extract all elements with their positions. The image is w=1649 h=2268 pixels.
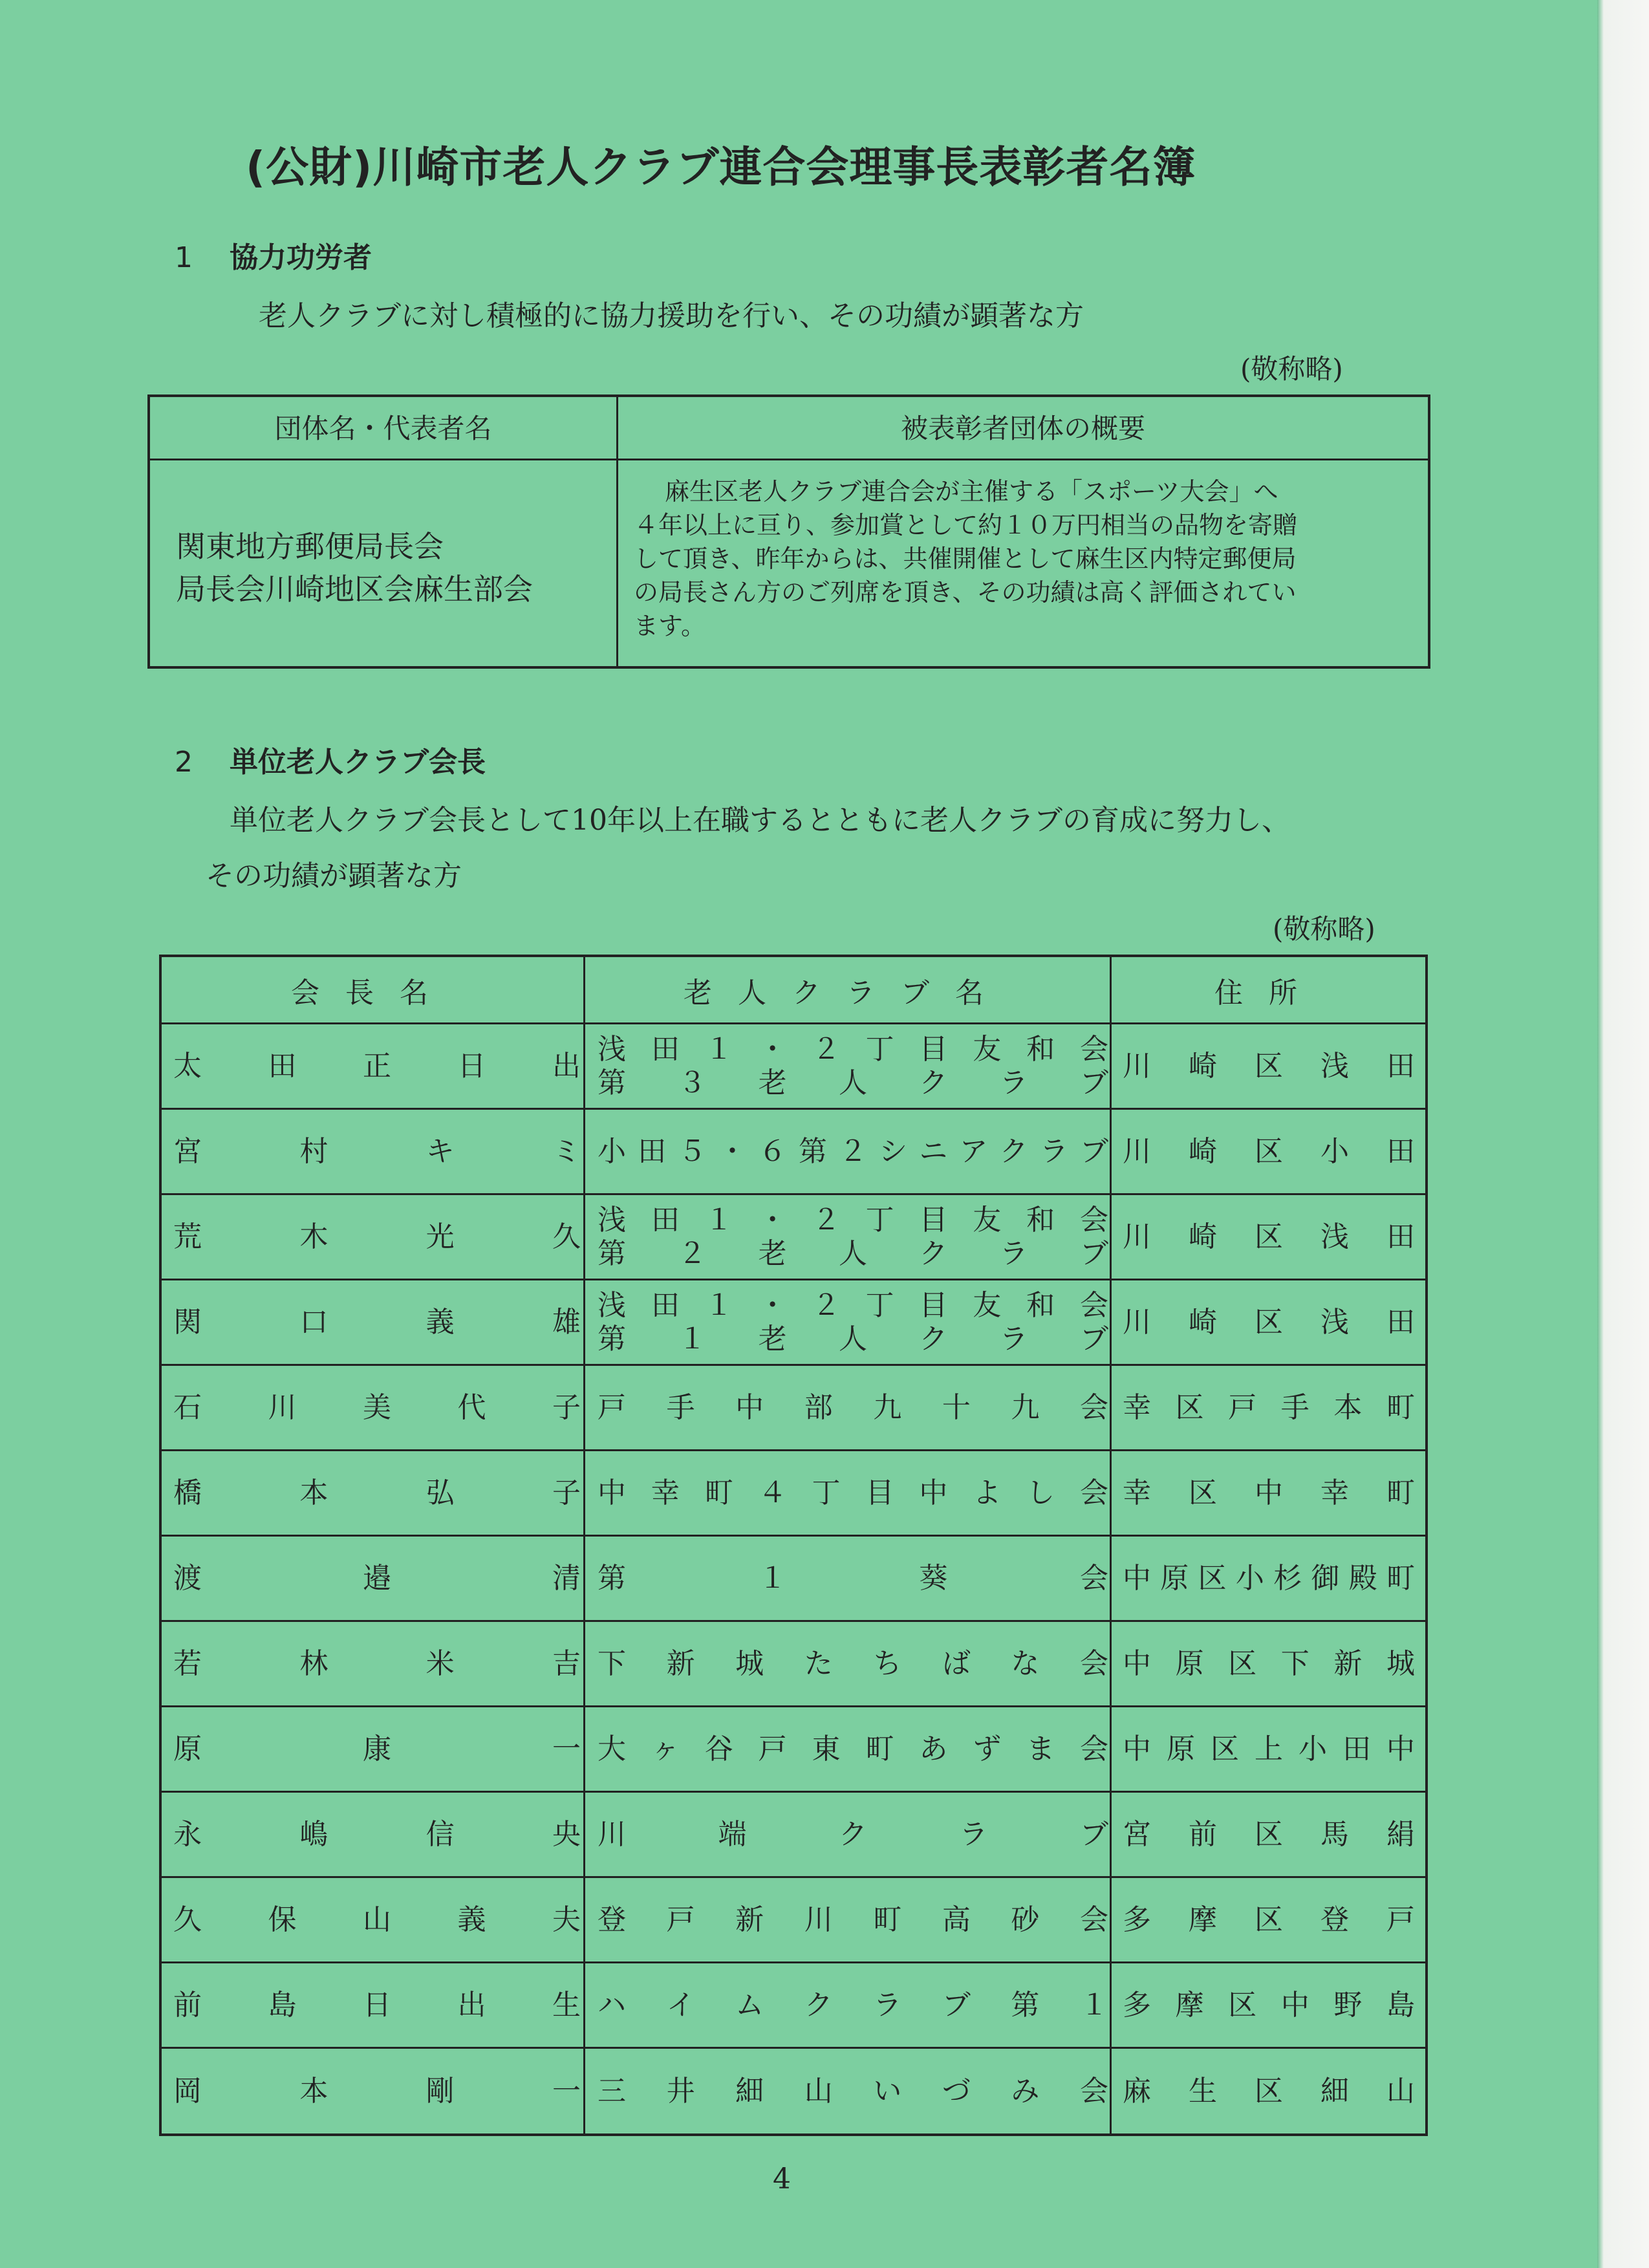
club-name-text: 川 端 ク ラ ブ xyxy=(598,1817,1108,1851)
club-address-text: 川 崎 区 小 田 xyxy=(1123,1134,1415,1168)
president-name xyxy=(173,1110,581,1193)
header-name: 会長名 xyxy=(291,976,454,1010)
section2-title: 単位老人クラブ会長 xyxy=(230,746,486,779)
org-line: 局長会川崎地区会麻生部会 xyxy=(176,572,533,607)
president-name-text: 石 川 美 代 子 xyxy=(173,1390,581,1424)
club-address xyxy=(1123,1110,1415,1193)
table1-header-org: 団体名・代表者名 xyxy=(150,397,618,460)
club-name-text: 大 ヶ 谷 戸 東 町 あ ず ま 会 xyxy=(598,1732,1108,1766)
club-name xyxy=(598,1451,1108,1535)
table-row xyxy=(162,1110,1425,1195)
president-name-text: 太 田 正 日 出 xyxy=(173,1049,581,1083)
president-name xyxy=(173,2049,581,2134)
club-address-text: 中 原 区 下 新 城 xyxy=(1123,1647,1415,1680)
president-name-text: 岡 本 剛 一 xyxy=(173,2075,581,2108)
club-address xyxy=(1123,1451,1415,1535)
page-title: (公財)川崎市老人クラブ連合会理事長表彰者名簿 xyxy=(246,142,1196,192)
president-name xyxy=(173,1024,581,1108)
club-name-text: 中 幸 町 ４ 丁 目 中 よ し 会 xyxy=(598,1476,1108,1509)
table-header-row xyxy=(162,957,1425,1024)
club-address xyxy=(1123,1793,1415,1876)
president-name-text: 前 島 日 出 生 xyxy=(173,1988,581,2022)
club-name xyxy=(598,1366,1108,1449)
club-name xyxy=(598,1793,1108,1876)
club-name-text: 下 新 城 た ち ば な 会 xyxy=(598,1647,1108,1680)
president-name-text: 久 保 山 義 夫 xyxy=(173,1903,581,1936)
table-row xyxy=(162,1537,1425,1622)
club-address xyxy=(1123,2049,1415,2134)
table-row xyxy=(162,1024,1425,1110)
club-address xyxy=(1123,1024,1415,1108)
club-address xyxy=(1123,1195,1415,1279)
president-name-text: 若 林 米 吉 xyxy=(173,1647,581,1680)
club-address xyxy=(1123,1366,1415,1449)
club-address xyxy=(1123,1280,1415,1364)
summary-line: ４年以上に亘り、参加賞として約１０万円相当の品物を寄贈 xyxy=(634,511,1298,539)
club-name-text: 小 田 ５ ・ ６ 第 ２ シ ニ ア ク ラ ブ xyxy=(598,1134,1108,1168)
president-name xyxy=(173,1707,581,1791)
org-line: 関東地方郵便局長会 xyxy=(176,529,444,564)
president-name xyxy=(173,1366,581,1449)
header-club: 老人クラブ名 xyxy=(684,976,1009,1010)
club-name xyxy=(598,1963,1108,2047)
table-row xyxy=(162,1366,1425,1451)
section1-honorific-note: (敬称略) xyxy=(1240,353,1343,385)
president-name xyxy=(173,1451,581,1535)
table-row xyxy=(162,2049,1425,2134)
club-address xyxy=(1123,1878,1415,1961)
president-name xyxy=(173,1878,581,1961)
president-name-text: 渡 邉 清 xyxy=(173,1561,581,1595)
club-name xyxy=(598,1280,1108,1364)
table1-summary-cell xyxy=(618,460,1428,666)
president-name-text: 宮 村 キ ミ xyxy=(173,1134,581,1168)
club-address xyxy=(1123,1707,1415,1791)
club-address-text: 宮 前 区 馬 絹 xyxy=(1123,1817,1415,1851)
section2-number: 2 xyxy=(175,746,193,779)
president-name xyxy=(173,1963,581,2047)
club-name-text: 第 ２ 老 人 ク ラ ブ xyxy=(598,1237,1108,1270)
club-name xyxy=(598,1195,1108,1279)
club-address-text: 多 摩 区 中 野 島 xyxy=(1123,1988,1415,2022)
table-row xyxy=(162,1195,1425,1280)
club-address-text: 多 摩 区 登 戸 xyxy=(1123,1903,1415,1936)
president-name-text: 関 口 義 雄 xyxy=(173,1305,581,1339)
club-name-text: 第 ３ 老 人 ク ラ ブ xyxy=(598,1066,1108,1099)
president-name-text: 原 康 一 xyxy=(173,1732,581,1766)
club-address-text: 川 崎 区 浅 田 xyxy=(1123,1220,1415,1253)
section1-title: 協力功労者 xyxy=(230,241,372,274)
page-number: 4 xyxy=(773,2163,791,2196)
president-name-text: 荒 木 光 久 xyxy=(173,1220,581,1253)
section2-description-line2: その功績が顕著な方 xyxy=(206,859,462,892)
section1-description: 老人クラブに対し積極的に協力援助を行い、その功績が顕著な方 xyxy=(259,299,1084,332)
club-address-text: 川 崎 区 浅 田 xyxy=(1123,1305,1415,1339)
page-edge xyxy=(1597,0,1649,2268)
club-address-text: 幸 区 戸 手 本 町 xyxy=(1123,1390,1415,1424)
president-name-text: 橋 本 弘 子 xyxy=(173,1476,581,1509)
club-name-text: 三 井 細 山 い づ み 会 xyxy=(598,2075,1108,2108)
club-address xyxy=(1123,1963,1415,2047)
president-name xyxy=(173,1793,581,1876)
table1-header-summary: 被表彰者団体の概要 xyxy=(618,397,1428,460)
club-name-text: 第 １ 葵 会 xyxy=(598,1561,1108,1595)
club-name-text: 登 戸 新 川 町 高 砂 会 xyxy=(598,1903,1108,1936)
club-name-text: 浅 田 １ ・ ２ 丁 目 友 和 会 xyxy=(598,1203,1108,1237)
club-address-text: 中 原 区 小 杉 御 殿 町 xyxy=(1123,1561,1415,1595)
president-name-text: 永 嶋 信 央 xyxy=(173,1817,581,1851)
president-name xyxy=(173,1537,581,1620)
table-row xyxy=(162,1622,1425,1707)
table-row xyxy=(162,1280,1425,1366)
section2-table xyxy=(159,955,1428,2136)
summary-line: 麻生区老人クラブ連合会が主催する「スポーツ大会」へ xyxy=(665,477,1278,506)
club-address-text: 麻 生 区 細 山 xyxy=(1123,2075,1415,2108)
club-name-text: 浅 田 １ ・ ２ 丁 目 友 和 会 xyxy=(598,1032,1108,1066)
president-name xyxy=(173,1280,581,1364)
section2-description-line1: 単位老人クラブ会長として10年以上在職するとともに老人クラブの育成に努力し、 xyxy=(230,804,1290,837)
header-address: 住所 xyxy=(1214,976,1323,1010)
club-name xyxy=(598,1537,1108,1620)
club-address-text: 川 崎 区 浅 田 xyxy=(1123,1049,1415,1083)
section1-number: 1 xyxy=(175,241,193,274)
table-row xyxy=(162,1707,1425,1793)
summary-line: ます。 xyxy=(634,612,706,640)
section2-heading xyxy=(175,739,486,780)
club-name xyxy=(598,1110,1108,1193)
table-row xyxy=(162,1878,1425,1963)
club-address xyxy=(1123,1537,1415,1620)
summary-line: して頂き、昨年からは、共催開催として麻生区内特定郵便局 xyxy=(634,545,1297,573)
president-name xyxy=(173,1622,581,1705)
table-row xyxy=(162,1963,1425,2049)
section1-heading xyxy=(175,234,372,275)
section2-honorific-note: (敬称略) xyxy=(1273,913,1375,945)
section1-table xyxy=(147,394,1430,669)
club-address-text: 幸 区 中 幸 町 xyxy=(1123,1476,1415,1509)
table1-org-cell xyxy=(150,460,618,666)
table-row xyxy=(162,1793,1425,1878)
president-name xyxy=(173,1195,581,1279)
summary-line: の局長さん方のご列席を頂き、その功績は高く評価されてい xyxy=(634,578,1297,607)
club-name xyxy=(598,1878,1108,1961)
club-name-text: 浅 田 １ ・ ２ 丁 目 友 和 会 xyxy=(598,1288,1108,1322)
club-name xyxy=(598,1622,1108,1705)
table-row xyxy=(162,1451,1425,1537)
club-name-text: 戸 手 中 部 九 十 九 会 xyxy=(598,1390,1108,1424)
club-name xyxy=(598,2049,1108,2134)
club-address-text: 中 原 区 上 小 田 中 xyxy=(1123,1732,1415,1766)
club-name xyxy=(598,1707,1108,1791)
club-name-text: 第 １ 老 人 ク ラ ブ xyxy=(598,1322,1108,1355)
club-address xyxy=(1123,1622,1415,1705)
club-name-text: ハ イ ム ク ラ ブ 第 １ xyxy=(598,1988,1108,2022)
club-name xyxy=(598,1024,1108,1108)
